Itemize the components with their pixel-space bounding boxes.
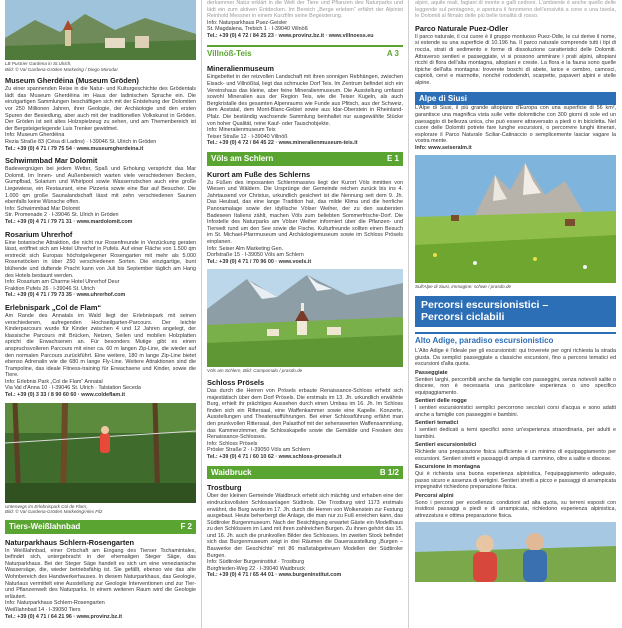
heading-schwimmbad: Schwimmbad Mar Dolomit <box>5 156 98 166</box>
heading-rosarium: Rosarium Uhrerhof <box>5 229 73 239</box>
section-bar-voels: Völs am Schlern E 1 <box>207 152 403 166</box>
column-right <box>410 0 622 628</box>
section-rosarium <box>5 230 196 299</box>
heading-proesels: Schloss Prösels <box>207 377 265 387</box>
section-erlebnispark <box>5 303 196 399</box>
heading-erlebnispark: Erlebnispark „Col de Flam“ <box>5 302 102 312</box>
text-museum: Zu einer spannenden Reise in die Natur- und Kulturgeschichte des Grödentals lädt das Museum Gherdëina im Haus der ladinischen Sprache ein. Die einzigartigen Sammlungen beschäftigen sich mit der Entstehung der Dolomiten vor 250 Millionen Jahren, ihrer Geologie, der Archäologie und den ersten Spuren der Besiedlung, aber auch mit der traditionellen Volkskunst in Gröden. Der Gröden ist seit altes Holzspielzeug zu sehen, und am Themenbereich ist der Bergsteigerlegende Luis Trenker gewidmet. <box>5 86 196 132</box>
info-naturpark-puez: Info: Naturparkhaus Puez-Geisler St. Magdalena, Trebich 1 · I-39040 Villnöß Tel.: +39 (0) 4 72 / 84 25 23 · www.provinz.bz.it · www.villnoess.eu <box>207 19 374 39</box>
photo-alpe-di-siusi <box>415 155 616 283</box>
banner-percorsi: Percorsi escursionistici – Percorsi ciclabili <box>415 296 616 327</box>
section-museum <box>5 76 196 152</box>
text-continued-top-it: alpini, aquile reali, fagiani di monte e galli cedroni. L'ambiente è anche quello delle leggende sul pentagono, e apertura il fenomeno dell'erosività a cone e una tavola, le Dolomiti al filmato delle più belle tonalità di rosso. <box>415 0 616 20</box>
section-alpe-di-siusi <box>415 105 616 151</box>
column-divider-2 <box>408 0 409 628</box>
text-alpe-di-siusi: L'Alpe di Siusi, il più grande altopiano d'Europa con una superficie di 56 km², garantisce una magnifica vista sulle vette dolomitiche con 300 giorni di sole ed un paesaggio di bellezza unica, che può essere attraversato a piedi o in bicicletta. Nel cuore delle Dolomiti potrete fare lunghe escursioni, o percorrere lunghi itinerari, esplorare il Parco Naturale Sciliar-Catinaccio o semplicemente lasciar vagare la vostra mente. <box>415 105 616 145</box>
text-kurort: Zu Füßen des imposanten Schlernmassivs liegt der Kurort Völs inmitten von Wiesen und Wäldern. Die Ursprünge der Gemeinde reichen zurück bis ins 4. Jahrtausend vor Christus, urkundlich gesichert ist die Nennung seit dem 9. Jh. Das Heubad, das eine lange Tradition hat, das milde Klima und die herrliche Panoramalage sowie der idyllische Völser Weiher, der zu den saubersten Badeseen Italiens zählt, machen Völs zum beliebten Sommerfrische-Dorf. Die Infostelle des Naturparks am Völser Weiher informiert über die Pflanzen- und Tierwelt rund um den See sowie die Fische. Kulturfreunde sollten einen Besuch im St. Michael-Pfarrmuseum und Archäologiemuseum sowie im Schloss Prösels einplanen. <box>207 179 403 245</box>
text-alto-adige-intro: L'Alto Adige è l'ideale per gli escursionisti: qui troverete per ogni richiesta la strada giusta. Da semplici passeggiate a classiche escursioni, fino a percorsi tematici ed escursioni d'alta quota. <box>415 347 616 368</box>
text-parco-puez: Il parco naturale, il cui cuore è il gruppo montuoso Puez-Odle, le cui derive il nome, si estende su una superficie di 10.196 ha. Il parco naturale comprende tutti i tipi di roccia, strati di sedimento e forme di dissoluzione caratteristici delle Dolomiti. Attraverso sentieri e passeggiate, vi si possono ammirare i prati alpini, altopiani ricchi di flora dell'alta montagna, altopiani e creste. La flora e la fauna sono quelle tipiche dell'alta montagna: troverete boschi di abete, larice e cembro, camosci, caprioli, cervi e marmotte, nonché rododendri, scarpette, papaveri alpini e stelle alpine. <box>415 33 616 86</box>
section-kurort <box>207 170 403 266</box>
heading-museum: Museum Gherdëina (Museum Gröden) <box>5 76 139 86</box>
info-erlebnispark: Info: Erlebnis Park „Col de Flam“ Annatal Via Val d'Anna 10 · I-39046 St. Ulrich · Talstation Seceda Tel.: +39 (0) 3 33 / 8 90 60 60 · www.coldeflam.it <box>5 378 141 399</box>
alto-adige-item: Sentieri delle rogge I sentieri escursionistici semplici percorrono secolari corsi d'acqua e sono adatti anche a famiglie con passeggini e bambini. <box>415 398 616 418</box>
section-bar-waidbruck: Waidbruck B 1/2 <box>207 466 403 480</box>
alto-adige-item: Passeggiate Sentieri larghi, percorribili anche da famiglie con passeggini, senza notevoli salite o discese, non è necessaria una particolare esperienza o uno specifico equipaggiamento. <box>415 369 616 396</box>
alto-adige-item: Percorsi alpini Sono i percorsi per eccellenza: condizioni ad alta quota, su terreni esposti con insidiosi passaggi a piedi e di arrampicata, richiedono esperienza alpinistica, attrezzatura e ottima preparazione fisica. <box>415 492 616 519</box>
photo-hikers <box>415 522 616 582</box>
text-trostburg: Über der kleinen Gemeinde Waidbruck erhebt sich mächtig und erhaben eine der eindrucksvollsten Schlossanlagen Südtirols. Die Trostburg wird 1173 erstmals erwähnt, die Burg wurde im 17. Jh. durch die Herren von Wolkenstein zur Festung ausgebaut. Heute beherbergt die Anlage, die man nur zu Fuß erreichen kann, das Südtiroler Burgenmuseum. Nach der Besichtigung erwartet Gäste ein Modellhaus zu den Schlössern im Land mit ihren zahlreichen Burgen. Zu ihnen gehört das 15. und 16. Jh. auch die prunkvollen Bilder des Schlosses. Im zweiten Stock befindet sich das Burgenmuseum zeigt in drei Räumen die Dauerausstellung „Burgen – Bauwerke der Geschichte“ mit 86 maßstabgetreuen Modellen der Südtiroler Burgen. <box>207 493 403 559</box>
info-rosarium: Info: Rosarium am Charme Hotel Uhrerhof Deur Fraktion Pufels 26 · I-39046 St. Ulrich Tel.: +39 (0) 4 71 / 79 73 35 · www.uhrerhof.com <box>5 279 126 299</box>
heading-kurort: Kurort am Fuße des Schlerns <box>207 169 311 179</box>
heading-parco-puez: Parco Naturale Puez-Odler <box>415 23 509 33</box>
photo-st-ulrich <box>5 0 196 60</box>
photo-caption-top: LB Pustrier Gardena in St.Ulrich, Bild: © Val Gardena-Gröden Marketing / Diego Morodar <box>5 61 119 72</box>
column-left <box>0 0 200 628</box>
info-naturpark-schlern: Info: Naturparkhaus Schlern-Rosengarten Weißlahnbad 14 · I-39050 Tiers Tel.: +39 (0) 4 71 / 64 21 96 · www.provinz.bz.it <box>5 600 122 620</box>
photo-caption-alpe: Sull'Alpe di Siusi, immagine: schwe / prasdo.de <box>415 284 512 290</box>
info-schwimmbad: Info: Schwimmbad Mar Dolomit Str. Promenade 2 · I-39046 St. Ulrich in Gröden Tel.: +39 (0) 4 71 / 79 71 31 · www.mardolomit.com <box>5 205 133 225</box>
heading-naturpark-schlern: Naturparkhaus Schlern-Rosengarten <box>5 537 134 547</box>
text-schwimmbad: Badevergnügen bei jedem Wetter, Spaß und Erholung verspricht das Mar Dolomit. Im Innen- und Außenbereich warten viele verschiedenen Becken, Gumpfbad, Solarium und Whirlpool sowie Wasserrutschen auch eine große Liegewiese, ein Restaurant, eine Pizzeria sowie eine Bar auf Besucher. Die 1.000 qm große Saunalandschaft lässt mit zehn verschiedenen Saunen ebenfalls keine Wünsche offen. <box>5 166 196 206</box>
section-trostburg <box>207 483 403 579</box>
heading-mineralien: Mineralienmuseum <box>207 64 274 74</box>
alto-adige-item: Sentieri escursionistici Richiede una preparazione fisica sufficiente e un minimo di equipaggiamento per escursioni. Sentieri stretti e passaggi di ampia di cammino, oltre a salite e discese. <box>415 442 616 462</box>
text-proesels: Das durch die Herren von Prösels erbaute Renaissance-Schloss erhebt sich majestätisch über dem Dorf Prösels. Die erstmals im 13. Jh. urkundlich erwähnte Burg, erhielt ihr prächtiges Aussehen durch einen Umbau im 16. Jh. Im Schloss finden sich ein Rittersaal, eine Waffenkammer sowie eine Kapelle. Konzerte, Ausstellungen und Theateraufführungen. Bei einer Schlossführung erfährt man den prunkvollen Rittersaal, den Palasthof mit der sehenswerten Waffensammlung, das Kammerzimmer, die Schlosskapelle sowie die Gemälde und Fresken des Renaissance-Schlosses. <box>207 388 403 441</box>
photo-caption-col-de-flam: Unterwegs im Erlebnispark Col de Flam, Bild: © Val Gardena-Gröden Marketing/Alex Filz <box>5 503 103 515</box>
section-bar-alto-adige: Alto Adige, paradiso escursionistico <box>415 332 616 348</box>
photo-caption-voels: Völs am Schlern, Bild: Campomalo / prasdo.de <box>207 368 303 374</box>
section-schwimmbad <box>5 156 196 225</box>
section-bar-tiers: Tiers-Weißlahnbad F 2 <box>5 520 196 534</box>
text-continued-top: derkammer Natur erklärt in die Welt der Tiere und Pflanzen des Naturparks und lädt ein zum aktiven Entdecken. Im Bereich „Berge erleben“ erfährt der Alpinist Reinhold Messner in einem Kurzfilm seine Begeisterung. <box>207 0 403 20</box>
section-naturpark-schlern <box>5 538 196 621</box>
section-mineralien <box>207 64 403 147</box>
info-kurort: Info: Seiser Alm Marketing Gen. Dorfstraße 15 · I-39050 Völs am Schlern Tel.: +39 (0) 4 71 / 70 96 00 · www.voels.it <box>207 245 312 265</box>
photo-voels <box>207 269 403 367</box>
section-proesels <box>207 378 403 461</box>
heading-trostburg: Trostburg <box>207 483 242 493</box>
section-parco-puez <box>415 24 616 87</box>
info-mineralien: Info: Mineralienmuseum Teis Teiser Straße 12 · I-39040 Villnöß Tel.: +39 (0) 4 72 / 84 45 22 · www.mineralienmuseum-teis.it <box>207 127 358 147</box>
column-middle <box>203 0 407 628</box>
section-bar-alpe-di-siusi: Alpe di Siusi <box>415 92 616 106</box>
info-proesels: Info: Schloss Prösels Prösler Straße 2 · I-39050 Völs am Schlern Tel.: +39 (0) 4 71 / 60 10 62 · www.schloss-proesels.it <box>207 440 342 460</box>
alto-adige-item: Escursione in montagna Qui è richiesta una buona esperienza alpinistica, l'equipaggiamento adeguato, passo sicuro e assenza di vertigini. Sentieri stretti a picco e passaggi di arrampicata impegnativi richiedono preparazione fisica. <box>415 464 616 491</box>
text-naturpark-schlern: In Weißlahnbad, einer Ortschaft am Eingang des Tierser Tschamintales, befindet sich, untergebracht in der ehemaligen Steger Säge, das Naturparkhaus. Bei der Steger Säge handelt es sich um eine venezianische Wassersäge, die, wieder betriebsfähig ist. Sie gefällt, ebenso wie das alte Wohnbereich des Handwerkerhauses. In diesem Naturparkhaus, das Geologie, Naturlaus vermittelt eine Ausstellung zur Geologie Interventionen und zur Tier- und Pflanzenwelt des Naturparks. In einem weiteren Raum wird die Geologie erläutert. <box>5 547 196 600</box>
photo-col-de-flam <box>5 403 196 503</box>
column-divider-1 <box>201 0 202 628</box>
section-alto-adige <box>415 348 616 520</box>
text-rosarium: Eine botanische Attraktion, die nicht nur Rosenfreunde in Verzückung geraten lässt, eröffnet sich am Hotel Uhrerhof in Pufels. Auf einer Fläche von 1.500 qm erstreckt sich Europas höchstgelegener Rosengarten mit mehr als 5.000 Rosenstöcken in über 250 verschiedenen Sorten. Die einzigartige, bunt blühende und duftende Pracht kann von Juli bis September täglich am Hang des Hotels bestaunt werden. <box>5 239 196 279</box>
info-alpe-di-siusi: Info: www.seiseralm.it <box>415 144 472 151</box>
section-bar-villnoess: Villnöß-Teis A 3 <box>207 45 403 61</box>
text-mineralien: Eingebettet in der reizvollen Landschaft mit ihren sonnigen Rebhängen, zwischen Eisack- und Villnößtal, liegt das schmucke Dorf Teis. Im Zentrum befindet sich ein Vereinshaus das kleine, aber feine Mineralienmuseum. Die Ausstellung umfasst sowohl Mineralien aus der Region Teis, wie die Teiser Kugeln, als auch Bergkristalle des gesamten Alpenraums wie Funde aus Pfitsch, aus der Schweiz, dem Aostatal, dem Mont-Blanc-Gebiet sowie aus Idar-Oberstein in Rheinland-Pfalz. Die beständig wachsende Sammlung beinhaltet nur ausgewählte Stücke von hoher Qualität, reine Kauf- oder Tauschobjekte. <box>207 74 403 127</box>
info-trostburg: Info: Südtiroler Burgeninstitut · Trostburg Burgfrieden-Weg 22 · I-39040 Waidbruck Tel.: +39 (0) 4 71 / 65 44 01 · www.burgeninstitut.com <box>207 559 342 579</box>
info-museum: Info: Museum Gherdëina Rezia Straße 83 (Cësa di Ladins) · I-39046 St. Ulrich in Gröden Tel.: +39 (0) 4 71 / 79 75 54 · www.museumgherdeina.it <box>5 132 157 152</box>
alto-adige-item: Sentieri tematici I sentieri dedicati a temi specifici sono un'esperienza straordinaria, per adulti e bambini. <box>415 420 616 440</box>
text-erlebnispark: Am Rande des Annatals im Wald liegt der Erlebnispark mit seinen verschiedenen, aufregenden Hochseilgarten-Parcours. Der leichte Kinderparcours wurde für Kinder zwischen 4 und 12 Jahren angelegt, der klassische Parcours mit Brücken, Netzen, Seilen und mobilen Holzplatten spricht die Erwachsenen an. Für besonders Mutige gibt es einen anspruchsvolleren Parcours mit einer ca. 60 m langen Zip-Line, die wieder auf den normalen Parcours zurückführt. Eine weitere, 180 m lange Zip-Line bietet ebenso Adrenalin wie die 680 m lange Fly-Line. Weitere Attraktionen sind die Trampoline, das ideale Fitness-training für Erwachsene und Kinder, sowie die Tiere. <box>5 312 196 379</box>
